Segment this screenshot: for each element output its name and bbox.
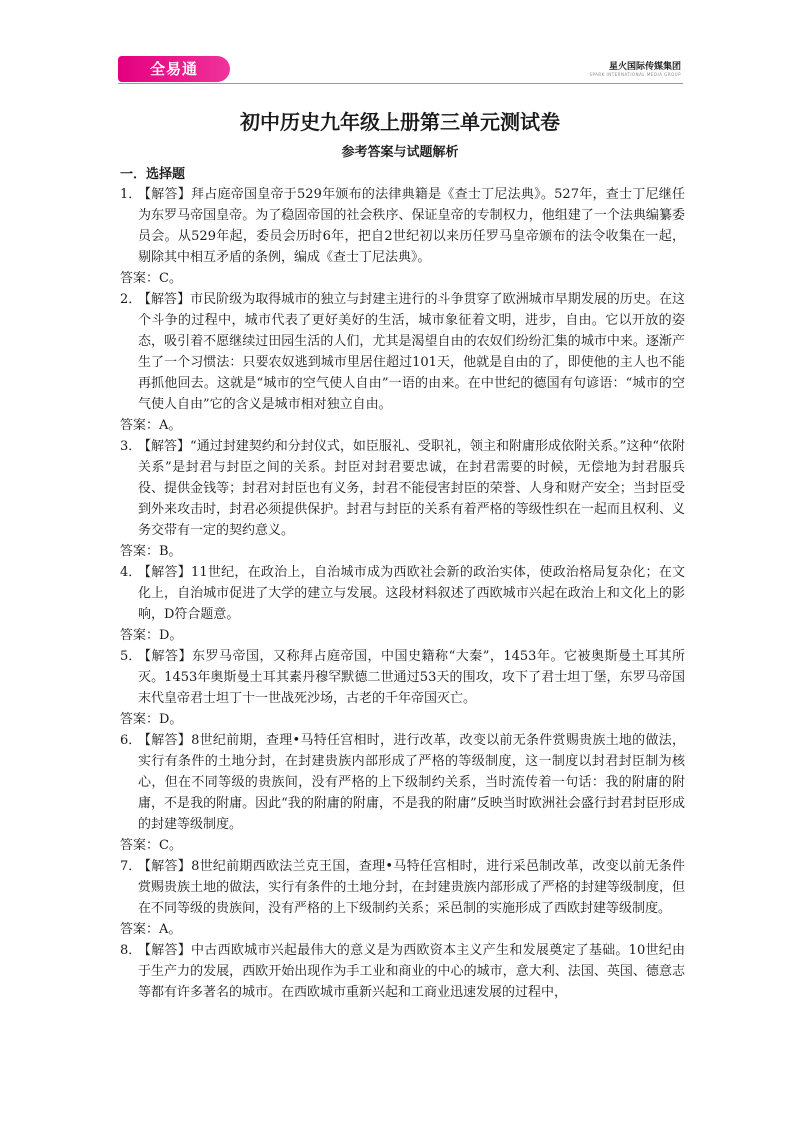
question-number: 4． <box>120 565 142 580</box>
question-item <box>120 562 685 625</box>
question-item <box>120 940 685 1003</box>
section-heading: 一．选择题 <box>120 167 186 182</box>
question-item <box>120 184 685 268</box>
company-subtitle: SPARK INTERNATIONAL MEDIA GROUP <box>589 72 681 77</box>
document-title: 初中历史九年级上册第三单元测试卷 <box>240 110 560 134</box>
question-number: 1． <box>120 187 142 202</box>
question-explanation: 【解答】东罗马帝国，又称拜占庭帝国，中国史籍称“大秦”，1453年。它被奥斯曼土耳其所灭。1453年奥斯曼土耳其素丹穆罕默德二世通过53天的围攻，攻下了君士坦丁堡，东罗马帝国末代皇帝君士坦丁十一世战死沙场，古老的千年帝国灭亡。 <box>138 649 685 706</box>
question-item <box>120 646 685 709</box>
answer-line: 答案：D。 <box>120 712 183 727</box>
company-block <box>589 59 681 77</box>
answer-line: 答案：A。 <box>120 418 182 433</box>
question-explanation: 【解答】8世纪前期西欧法兰克王国，查理•马特任宫相时，进行采邑制改革，改变以前无条件赏赐贵族土地的做法，实行有条件的土地分封，在封建贵族内部形成了严格的封建等级制度，但在不同等级的贵族间，没有严格的上下级制约关系；采邑制的实施形成了西欧封建等级制度。 <box>138 859 685 916</box>
question-explanation: 【解答】8世纪前期，查理•马特任宫相时，进行改革，改变以前无条件赏赐贵族土地的做法，实行有条件的土地分封，在封建贵族内部形成了严格的等级制度，这一制度以封君封臣制为核心，但在不同等级的贵族间，没有严格的上下级制约关系，当时流传着一句话：我的附庸的附庸，不是我的附庸。因此“我的附庸的附庸，不是我的附庸”反映当时欧洲社会盛行封君封臣形成的封建等级制度。 <box>138 733 685 832</box>
page-header <box>118 56 683 84</box>
brand-logo: 全易通 <box>118 56 230 82</box>
question-number: 6． <box>120 733 142 748</box>
question-explanation: 【解答】“通过封建契约和分封仪式，如臣服礼、受职礼，领主和附庸形成依附关系。”这种“依附关系”是封君与封臣之间的关系。封臣对封君要忠诚，在封君需要的时候，无偿地为封君服兵役、提供金钱等；封君对封臣也有义务，封君不能侵害封臣的荣誉、人身和财产安全；当封臣受到外来攻击时，封君必须提供保护。封君与封臣的关系有着严格的等级性织在一起而且权利、义务交带有一定的契约意义。 <box>138 439 685 538</box>
question-item <box>120 856 685 919</box>
question-explanation: 【解答】拜占庭帝国皇帝于529年颁布的法律典籍是《查士丁尼法典》。527年，查士丁尼继任为东罗马帝国皇帝。为了稳固帝国的社会秩序、保证皇帝的专制权力，他组建了一个法典编纂委员会。从529年起，委员会历时6年，把自2世纪初以来历任罗马皇帝颁布的法令收集在一起，剔除其中相互矛盾的条例，编成《查士丁尼法典》。 <box>138 187 685 265</box>
header-divider <box>118 83 683 84</box>
question-item <box>120 730 685 835</box>
answer-line: 答案：A。 <box>120 922 182 937</box>
company-name: 星火国际传媒集团 <box>608 62 681 72</box>
question-number: 8． <box>120 943 142 958</box>
question-explanation: 【解答】11世纪，在政治上，自治城市成为西欧社会新的政治实体，使政治格局复杂化；在文化上，自治城市促进了大学的建立与发展。这段材料叙述了西欧城市兴起在政治上和文化上的影响，D符合题意。 <box>138 565 685 622</box>
answer-line: 答案：C。 <box>120 271 182 286</box>
answer-line: 答案：C。 <box>120 838 182 853</box>
question-item <box>120 289 685 415</box>
question-number: 2． <box>120 292 142 307</box>
question-explanation: 【解答】市民阶级为取得城市的独立与封建主进行的斗争贯穿了欧洲城市早期发展的历史。在这个斗争的过程中，城市代表了更好美好的生活，城市象征着文明，进步，自由。它以开放的姿态，吸引着不愿继续过田园生活的人们，尤其是渴望自由的农奴们纷纷汇集的城市中来。逐渐产生了一个习惯法：只要农奴逃到城市里居住超过101天，他就是自由的了，即使他的主人也不能再抓他回去。这就是“城市的空气使人自由”一语的由来。在中世纪的德国有句谚语：“城市的空气使人自由”它的含义是城市相对独立自由。 <box>138 292 685 412</box>
answer-list <box>120 184 685 1003</box>
answer-line: 答案：B。 <box>120 544 182 559</box>
question-number: 5． <box>120 649 142 664</box>
document-subtitle: 参考答案与试题解析 <box>341 145 459 160</box>
answer-line: 答案：D。 <box>120 628 183 643</box>
question-number: 3． <box>120 439 142 454</box>
question-item <box>120 436 685 541</box>
question-number: 7． <box>120 859 142 874</box>
question-explanation: 【解答】中古西欧城市兴起最伟大的意义是为西欧资本主义产生和发展奠定了基础。10世纪由于生产力的发展，西欧开始出现作为手工业和商业的中心的城市，意大利、法国、英国、德意志等都有许多著名的城市。在西欧城市重新兴起和工商业迅速发展的过程中， <box>138 943 685 1000</box>
